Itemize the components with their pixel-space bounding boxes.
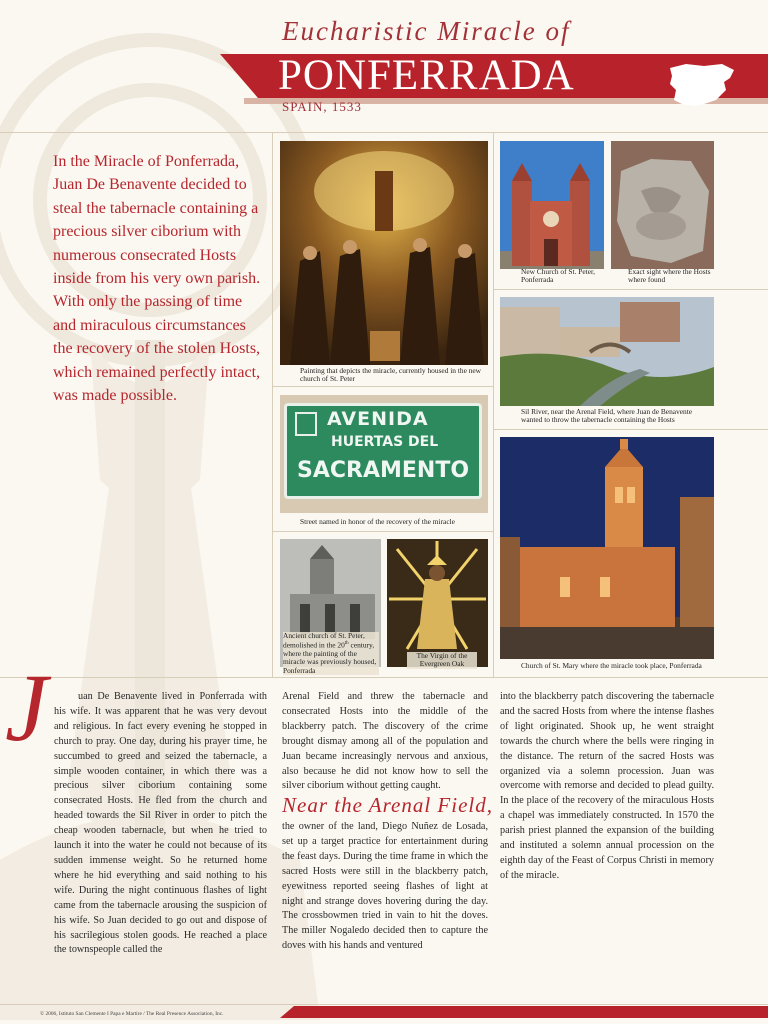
section-subheading: Near the Arenal Field, bbox=[282, 793, 493, 817]
painting-caption: Painting that depicts the miracle, currently housed in the new church of St. Peter bbox=[300, 366, 482, 384]
sign-line-1: AVENIDA bbox=[327, 408, 429, 430]
body-column-3: into the blackberry patch discovering the tabernacle and the sacred Hosts from where the intense flashes of light originated. Shook up, he went straight towards the church where the bells were ringing in the distance. The return of the sacred Hosts was organized via a solemn procession. Juan was overcome with remorse and decided to plead guilty. In the place of the recovery of the miraculous Hosts a chapel was immediately constructed. In 1570 the parish priest planned the expansion of the building and instituted a solemn annual procession on the eighth day of the Feast of Corpus Christi in memory of the miracle. bbox=[500, 691, 714, 881]
header-title: PONFERRADA bbox=[278, 52, 575, 99]
footer-band bbox=[280, 1006, 768, 1018]
intro-text: In the Miracle of Ponferrada, Juan De Benavente decided to steal the tabernacle containing a precious silver ciborium with numerous consecrated Hosts inside from his very own parish. With only the passing of time and miraculous circumstances the recovery of the stolen Hosts, which remained perfectly intact, was made possible. bbox=[53, 153, 261, 405]
header-subline: SPAIN, 1533 bbox=[282, 99, 362, 114]
divider bbox=[272, 386, 493, 387]
hosts-site-photo bbox=[611, 141, 714, 269]
divider bbox=[272, 531, 493, 532]
body-column-1-text: uan De Benavente lived in Ponferrada with his wife. It was apparent that he was very devout and religious. In fact every evening he stopped in church to pray. One day, during his prayer time, he succumbed to greed and seized the tabernacle, a simple wooden container, in which there was a precious silver ciborium containing some consecrated Hosts. He fled from the church and headed towards the Sil River in order to pitch the cheap wooden tabernacle, but when he tried to launch it into the water he could not because of its sudden immense weight. So he returned home where he hid everything and said nothing to his wife. During the night continuous flashes of light came from the tabernacle arousing the suspicion of his wife. So Juan decided to go out and dispose of his sacrilegious stolen goods. He reached a place the townspeople called the bbox=[54, 691, 267, 956]
header-subtitle: Eucharistic Miracle of bbox=[282, 16, 571, 46]
st-mary-caption: Church of St. Mary where the miracle took place, Ponferrada bbox=[521, 661, 702, 670]
body-column-2b: the owner of the land, Diego Nuñez de Losada, set up a target practice for entertainment during the feast days. During the time frame in which the sacred Hosts were still in the blackberry patch, eyewitness reported seeing flashes of light at night and strange doves hovering during the day. The crossbowmen tried in vain to hit the doves. The miller Nogaledo decided then to capture the doves with his hands and ventured bbox=[282, 821, 488, 952]
body-column-1 bbox=[54, 690, 267, 958]
sil-river-caption: Sil River, near the Arenal Field, where Juan de Benavente wanted to throw the tabernacle containing the Hosts bbox=[521, 407, 693, 425]
divider bbox=[493, 132, 494, 677]
ancient-church-caption: Ancient church of St. Peter, demolished in the 20th century, where the painting of the miracle was previously housed, Ponferrada bbox=[283, 632, 379, 675]
divider bbox=[272, 132, 273, 677]
divider bbox=[493, 289, 768, 290]
footer-divider bbox=[0, 1004, 768, 1005]
street-sign bbox=[284, 403, 482, 499]
drop-cap: J bbox=[5, 654, 48, 761]
divider bbox=[0, 677, 768, 678]
sil-river-photo bbox=[500, 297, 714, 406]
street-sign-photo bbox=[280, 395, 488, 513]
painting-photo bbox=[280, 141, 488, 365]
spain-map-icon bbox=[664, 60, 740, 110]
new-church-photo bbox=[500, 141, 604, 269]
divider bbox=[493, 429, 768, 430]
copyright-text: © 2006, Istituto San Clemente I Papa e Martire / The Real Presence Association, Inc. bbox=[40, 1011, 224, 1017]
hosts-site-caption: Exact sight where the Hosts where found bbox=[628, 267, 711, 285]
sign-line-2: HUERTAS DEL bbox=[331, 434, 439, 450]
divider bbox=[0, 132, 768, 133]
street-sign-caption: Street named in honor of the recovery of the miracle bbox=[300, 517, 455, 526]
coat-of-arms-icon bbox=[295, 412, 317, 436]
sign-line-3: SACRAMENTO bbox=[297, 458, 470, 483]
st-mary-photo bbox=[500, 437, 714, 659]
virgin-photo bbox=[387, 539, 488, 667]
body-column-2a: Arenal Field and threw the tabernacle and consecrated Hosts into the middle of the blackberry patch. The discovery of the crime brought dismay among all of the population and Juan became increasingly nervous and anxious, also because he did not know how to sell the silver ciborium without getting caught. bbox=[282, 691, 488, 792]
virgin-caption: The Virgin of the Evergreen Oak bbox=[407, 652, 477, 669]
new-church-caption: New Church of St. Peter, Ponferrada bbox=[521, 267, 596, 285]
